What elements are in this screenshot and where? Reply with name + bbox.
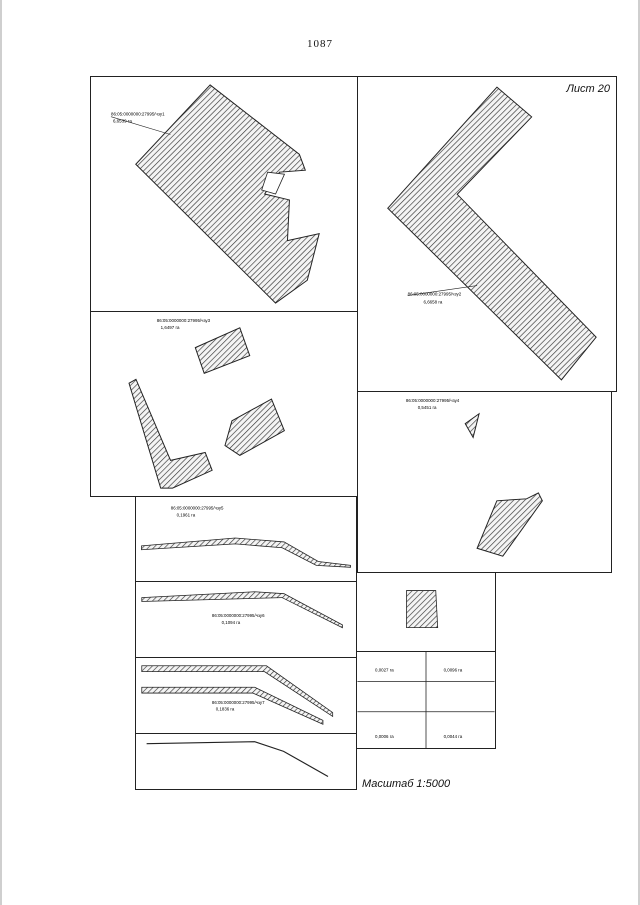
parcel-label-3: 86:05:0000000:27995/чзу3 — [156, 317, 211, 323]
map-panel-5 — [135, 496, 357, 582]
parcel-drawing-8 — [136, 734, 356, 789]
parcel-drawing-4 — [358, 392, 611, 572]
map-panel-3 — [90, 311, 358, 497]
parcel-drawing-9 — [357, 573, 495, 651]
small-area-2: 0,0096 га — [443, 667, 463, 673]
small-area-1: 0,0027 га — [375, 667, 394, 673]
parcel-area-1: 6,6539 га — [112, 118, 132, 124]
parcel-drawing-2 — [358, 77, 616, 391]
parcel-area-7: 0,1836 га — [215, 706, 235, 712]
map-panel-9 — [356, 572, 496, 652]
parcel-label-7: 86:05:0000000:27995/чзу7 — [211, 699, 265, 705]
page-number: 1087 — [307, 38, 333, 50]
map-panel-1 — [90, 76, 358, 312]
map-panel-6 — [135, 581, 357, 658]
parcel-drawing-7 — [136, 658, 356, 733]
left-scan-edge — [0, 0, 2, 905]
parcel-area-3: 1,6497 га — [160, 324, 180, 330]
parcel-drawing-1 — [91, 77, 357, 311]
parcel-label-6: 86:05:0000000:27995/чзу6 — [211, 613, 265, 619]
sheet-label: Лист 20 — [566, 83, 610, 95]
parcel-label-4: 86:05:0000000:27995/чзу4 — [405, 397, 460, 403]
parcel-label-5: 86:05:0000000:27995/чзу5 — [170, 505, 224, 511]
map-panel-2 — [357, 76, 617, 392]
parcel-area-5: 0,1961 га — [176, 512, 196, 518]
parcel-drawing-5 — [136, 497, 356, 581]
small-area-3: 0,0006 га — [375, 734, 394, 740]
parcel-drawing-10 — [357, 652, 495, 748]
parcel-area-6: 0,1094 га — [221, 619, 241, 625]
parcel-label-1: 86:05:0000000:27995/чзу1 — [110, 111, 165, 117]
map-panel-10 — [356, 651, 496, 749]
parcel-area-4: 0,5451 га — [417, 404, 437, 410]
parcel-label-2: 86:05:0000000:27995/чзу2 — [407, 291, 462, 297]
parcel-drawing-6 — [136, 582, 356, 657]
map-panel-4 — [357, 391, 612, 573]
small-area-4: 0,0044 га — [443, 734, 463, 740]
parcel-area-2: 6,6658 га — [423, 299, 443, 305]
map-panel-8 — [135, 733, 357, 790]
scale-label: Масштаб 1:5000 — [362, 778, 451, 790]
parcel-drawing-3 — [91, 312, 357, 496]
map-panel-7 — [135, 657, 357, 734]
